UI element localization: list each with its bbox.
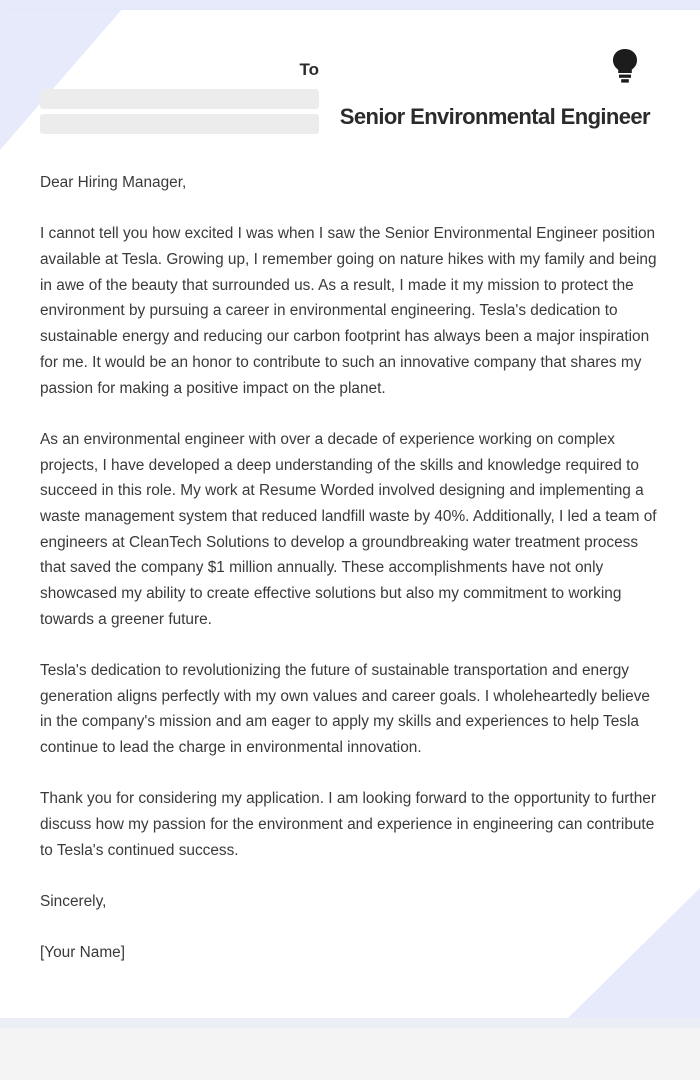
- recipient-placeholder-line-2: [40, 114, 319, 134]
- letter-signature: [Your Name]: [40, 944, 125, 962]
- letter-paragraph: I cannot tell you how excited I was when I saw the Senior Environmental Engineer position available at Tesla. Growing up, I remember going on nature hikes with my family and being in awe of the beauty that surrounded us. As a result, I made it my mission to protect the environment by pursuing a career in environmental engineering. Tesla's dedication to sustainable energy and reducing our carbon footprint has always been a major inspiration for me. It would be an honor to contribute to such an innovative company that shares my passion for making a positive impact on the planet.: [40, 225, 657, 397]
- recipient-to-label: To: [299, 60, 319, 79]
- lightbulb-icon: [612, 48, 638, 84]
- letter-paragraph: Thank you for considering my application. I am looking forward to the opportunity to further discuss how my passion for the environment and experience in engineering can contribute to Tesla's continued success.: [40, 790, 656, 859]
- recipient-placeholder-line-1: [40, 89, 319, 109]
- page-bottom-shadow: [0, 1018, 700, 1028]
- letter-paragraph: Tesla's dedication to revolutionizing the future of sustainable transportation and energy generation aligns perfectly with my own values and career goals. I wholeheartedly believe in the company's mission and am eager to apply my skills and experiences to help Tesla continue to lead the charge in environmental innovation.: [40, 662, 650, 757]
- letter-greeting: Dear Hiring Manager,: [40, 174, 187, 191]
- job-title-heading: Senior Environmental Engineer: [339, 104, 650, 129]
- cover-letter-page: [0, 10, 700, 1018]
- letter-body: [40, 170, 665, 992]
- letter-paragraph: As an environmental engineer with over a decade of experience working on complex projects, I have developed a deep understanding of the skills and knowledge required to succeed in this role. My work at Resume Worded involved designing and implementing a waste management system that reduced landfill waste by 40%. Additionally, I led a team of engineers at CleanTech Solutions to develop a groundbreaking water treatment process that saved the company $1 million annually. These accomplishments have not only showcased my ability to create effective solutions but also my commitment to working towards a greener future.: [40, 430, 657, 628]
- letter-closing: Sincerely,: [40, 893, 107, 911]
